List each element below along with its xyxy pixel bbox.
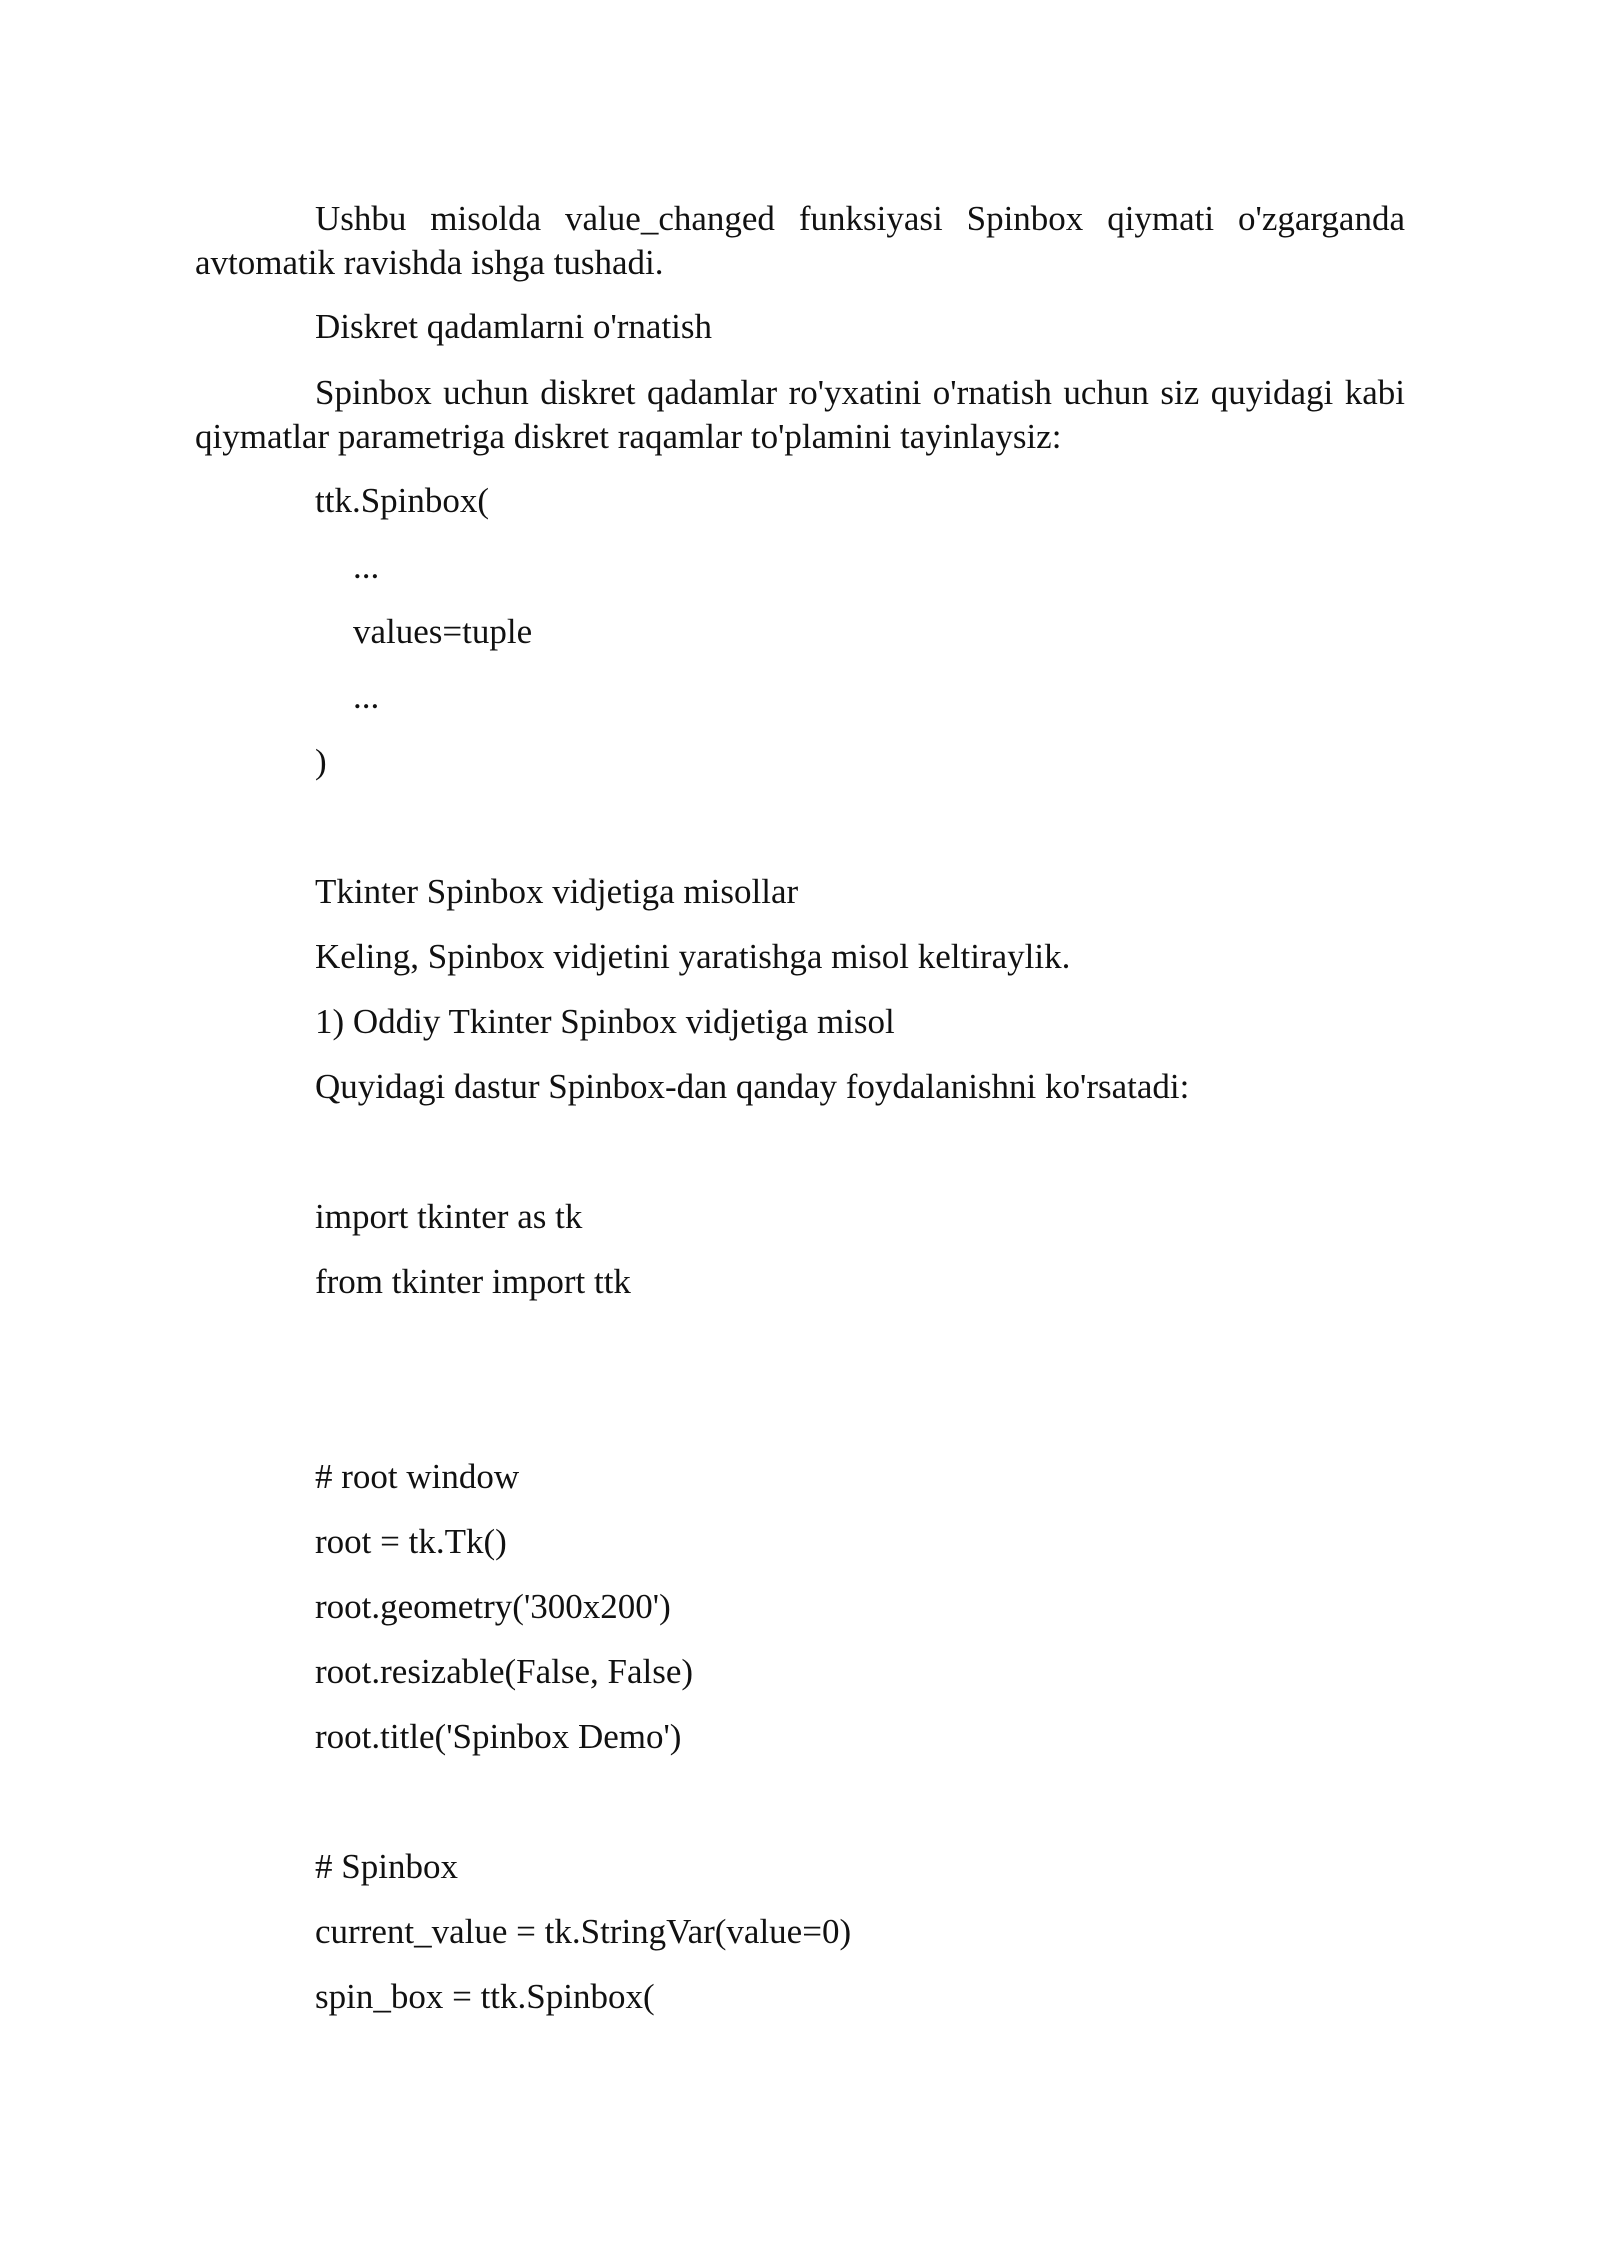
snippet-line-3: values=tuple [353, 612, 533, 651]
code-line-5: root.geometry('300x200') [315, 1587, 671, 1626]
code-line-6: root.resizable(False, False) [315, 1652, 694, 1691]
snippet-line-5: ) [315, 742, 327, 781]
snippet-line-1: ttk.Spinbox( [315, 481, 490, 520]
code-line-7: root.title('Spinbox Demo') [315, 1717, 682, 1756]
code-line-10: spin_box = ttk.Spinbox( [315, 1977, 655, 2016]
code-line-8: # Spinbox [315, 1847, 458, 1886]
code-line-4: root = tk.Tk() [315, 1522, 507, 1561]
code-line-1: import tkinter as tk [315, 1197, 583, 1236]
paragraph-program-shows: Quyidagi dastur Spinbox-dan qanday foydalanishni ko'rsatadi: [315, 1067, 1190, 1106]
paragraph-discrete-values: Spinbox uchun diskret qadamlar ro'yxatini o'rnatish uchun siz quyidagi kabi qiymatlar parametriga diskret raqamlar to'plamini tayinlaysiz: [195, 373, 1405, 456]
code-line-3: # root window [315, 1457, 520, 1496]
code-line-2: from tkinter import ttk [315, 1262, 631, 1301]
snippet-line-4: ... [353, 677, 380, 716]
heading-simple-example: 1) Oddiy Tkinter Spinbox vidjetiga misol [315, 1002, 895, 1041]
heading-examples: Tkinter Spinbox vidjetiga misollar [315, 872, 799, 911]
heading-discrete-steps: Diskret qadamlarni o'rnatish [315, 307, 713, 346]
paragraph-lets-create: Keling, Spinbox vidjetini yaratishga misol keltiraylik. [315, 937, 1071, 976]
snippet-line-2: ... [353, 547, 380, 586]
paragraph-value-changed: Ushbu misolda value_changed funksiyasi Spinbox qiymati o'zgarganda avtomatik ravishda ishga tushadi. [195, 199, 1405, 282]
code-line-9: current_value = tk.StringVar(value=0) [315, 1912, 852, 1951]
